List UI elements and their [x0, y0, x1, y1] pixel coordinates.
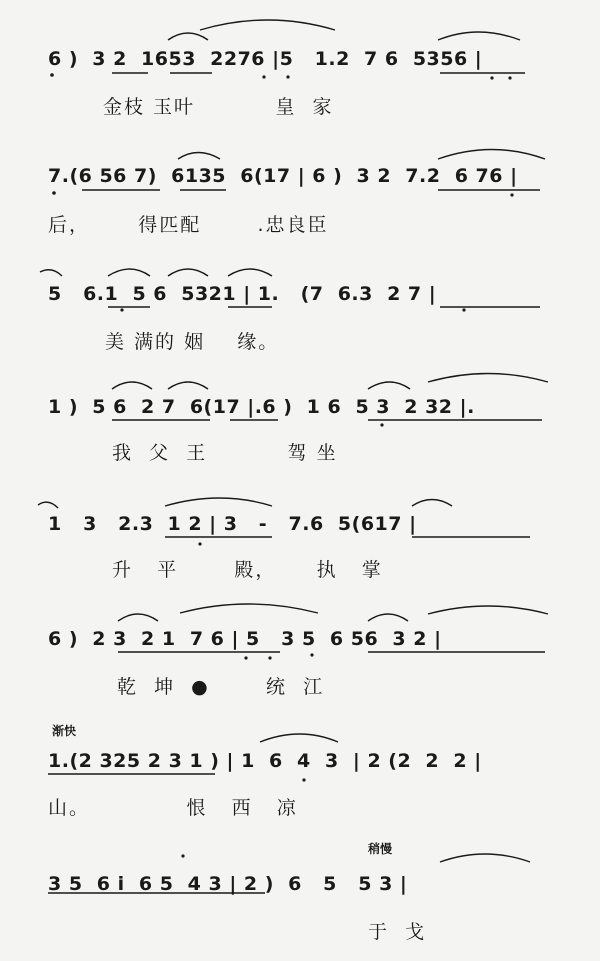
slur-mark: [168, 382, 208, 389]
octave-dot: [380, 423, 383, 426]
slur-mark: [412, 500, 452, 507]
lyric-line: 于 戈: [368, 921, 427, 943]
octave-dot: [181, 854, 184, 857]
slur-mark: [260, 734, 338, 742]
lyric-line: 后， 得匹配 .忠良臣: [48, 214, 329, 236]
slur-mark: [112, 382, 152, 389]
slur-mark: [438, 150, 545, 160]
octave-dot: [244, 656, 247, 659]
slur-mark: [440, 854, 530, 862]
slur-mark: [38, 502, 58, 508]
octave-dot: [490, 76, 493, 79]
slur-mark: [228, 269, 272, 276]
lyric-line: 我 父 王 驾 坐: [112, 442, 338, 464]
octave-dot: [50, 73, 54, 77]
tempo-marking: 渐快: [52, 724, 77, 738]
lyric-line: 山。 恨 西 凉: [48, 797, 298, 819]
notation-line: 5 6.1 5 6 5321 | 1. (7 6.3 2 7 |: [48, 283, 437, 305]
lyric-line: 乾 坤 ● 统 江: [117, 676, 325, 698]
lyric-line: 美 满的 姻 缘。: [105, 331, 280, 353]
slur-mark: [200, 20, 335, 30]
slur-mark: [108, 269, 150, 276]
octave-dot: [302, 778, 305, 781]
notation-line: 3 5 6 i 6 5 4 3 | 2 ) 6 5 5 3 |: [48, 873, 408, 895]
notation-line: 1 ) 5 6 2 7 6(17 |.6 ) 1 6 5 3 2 32 |.: [48, 396, 475, 418]
octave-dot: [262, 75, 265, 78]
octave-dot: [286, 75, 289, 78]
notation-line: 1 3 2.3 1 2 | 3 - 7.6 5(617 |: [48, 513, 417, 535]
octave-dot: [198, 542, 201, 545]
slur-mark: [368, 382, 410, 389]
notation-line: 6 ) 3 2 1653 2276 |5 1.2 7 6 5356 |: [48, 48, 483, 70]
tempo-marking: 稍慢: [368, 842, 393, 856]
octave-dot: [268, 656, 271, 659]
slur-mark: [40, 270, 62, 276]
slur-mark: [178, 153, 220, 160]
octave-dot: [462, 308, 465, 311]
slur-mark: [428, 374, 548, 383]
slur-mark: [438, 32, 520, 40]
slur-mark: [168, 33, 208, 40]
slur-mark: [118, 614, 158, 621]
lyric-line: 金枝 玉叶 皇 家: [103, 96, 334, 118]
notation-line: 7.(6 56 7) 6135 6(17 | 6 ) 3 2 7.2 6 76 |: [48, 165, 518, 187]
octave-dot: [310, 653, 313, 656]
slur-mark: [180, 604, 318, 613]
slur-mark: [165, 498, 272, 506]
notation-line: 6 ) 2 3 2 1 7 6 | 5 3 5 6 56 3 2 |: [48, 628, 442, 650]
slur-mark: [168, 269, 208, 276]
slur-mark: [428, 606, 548, 614]
octave-dot: [508, 76, 511, 79]
lyric-line: 升 平 殿， 执 掌: [112, 559, 383, 581]
octave-dot: [52, 191, 56, 195]
octave-dot: [120, 308, 123, 311]
octave-dot: [510, 193, 513, 196]
notation-line: 1.(2 325 2 3 1 ) | 1 6 4 3 | 2 (2 2 2 |: [48, 750, 482, 772]
slur-mark: [368, 614, 408, 621]
